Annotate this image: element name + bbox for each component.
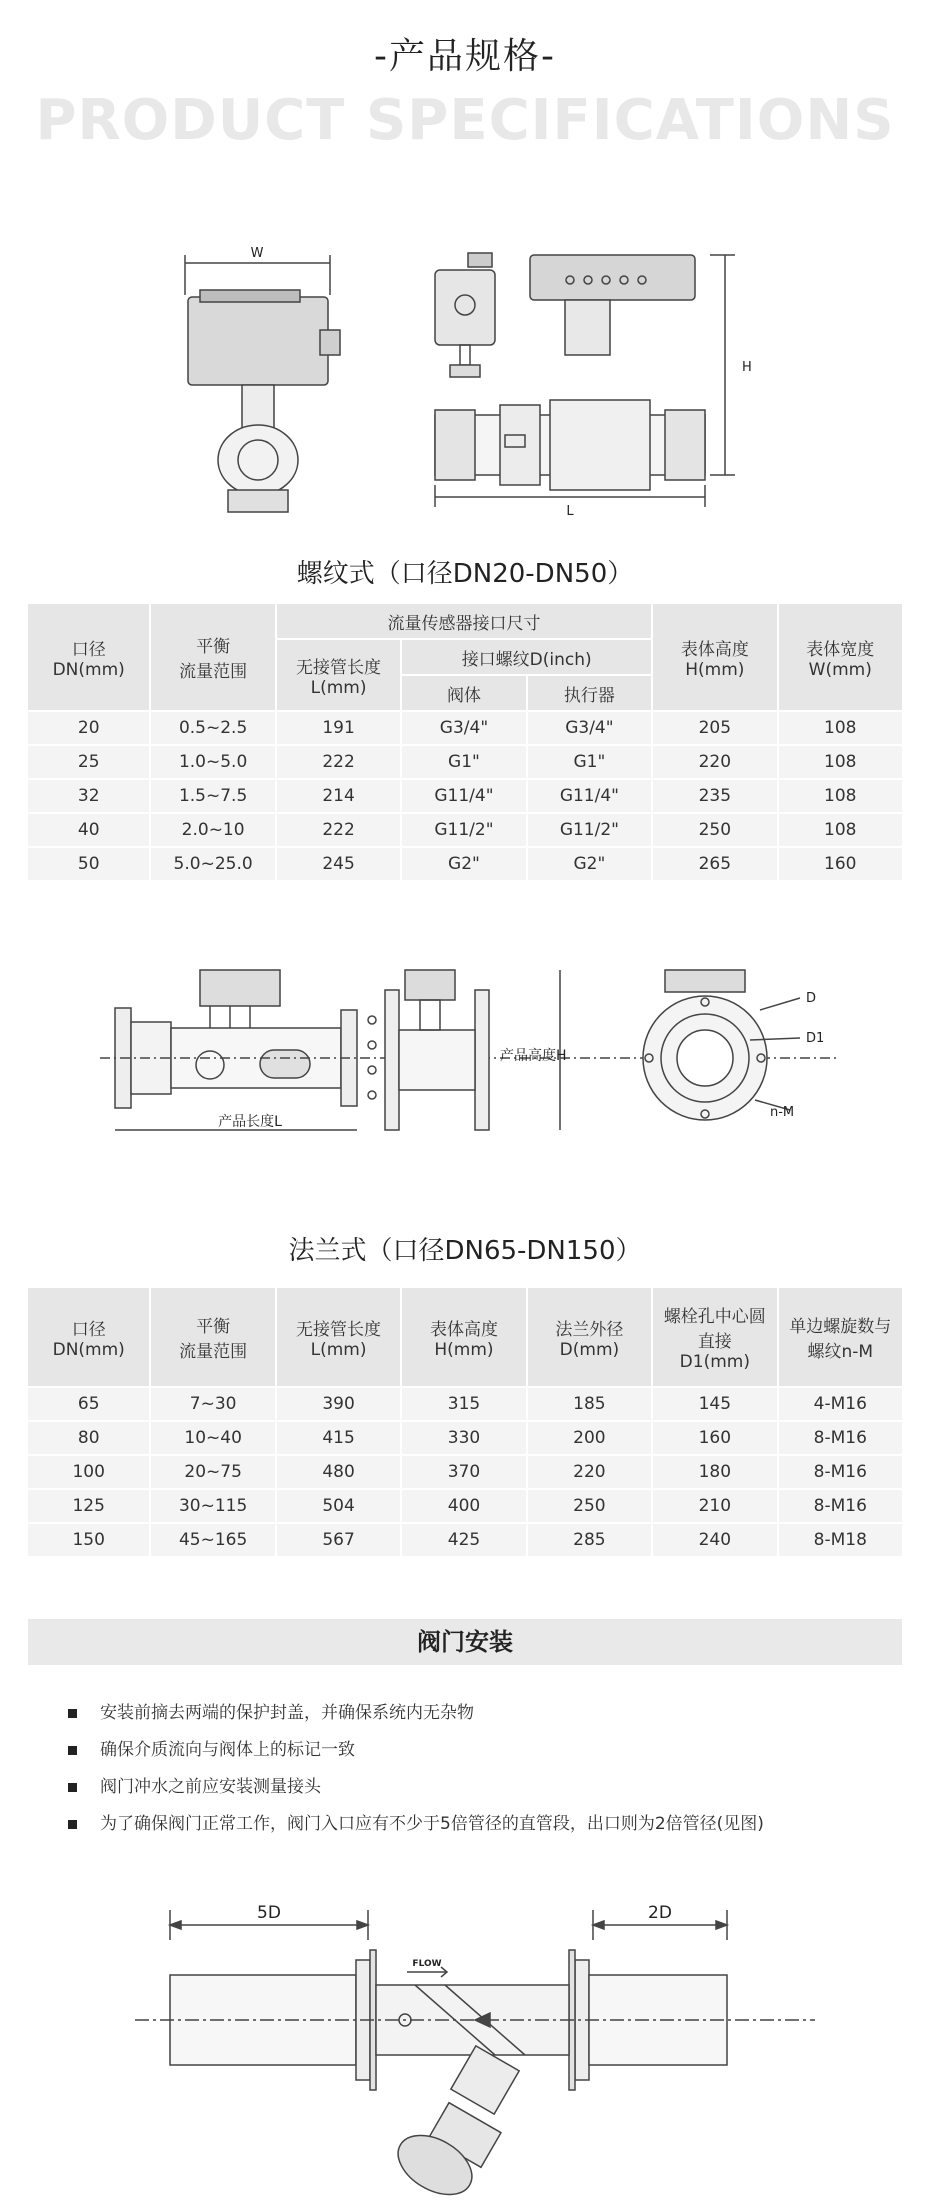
table-cell: G11/4": [401, 779, 526, 813]
table-cell: 205: [652, 711, 777, 745]
table-cell: 8-M16: [778, 1455, 903, 1489]
flange-nm-label: n-M: [770, 1105, 795, 1120]
table-cell: 125: [27, 1489, 150, 1523]
table-cell: 210: [652, 1489, 777, 1523]
flanged-table-body: [27, 1387, 903, 1557]
header-thread-group: 接口螺纹D(inch): [401, 639, 652, 675]
table-cell: G3/4": [401, 711, 526, 745]
table-cell: 150: [27, 1523, 150, 1557]
table-cell: 108: [778, 813, 903, 847]
table-cell: 222: [276, 813, 401, 847]
threaded-valve-drawing: [170, 235, 770, 525]
bullet-icon: [68, 1820, 77, 1829]
flange-d1-label: D1: [806, 1031, 825, 1046]
table-cell: 370: [401, 1455, 526, 1489]
table-cell: G11/2": [401, 813, 526, 847]
table-cell: 4-M16: [778, 1387, 903, 1421]
table-cell: 425: [401, 1523, 526, 1557]
table-cell: G11/4": [527, 779, 652, 813]
table-cell: 32: [27, 779, 150, 813]
table-cell: 25: [27, 745, 150, 779]
table-cell: 2.0~10: [150, 813, 275, 847]
table-cell: 315: [401, 1387, 526, 1421]
table-cell: 20: [27, 711, 150, 745]
table-row: [27, 813, 903, 847]
table-cell: 108: [778, 745, 903, 779]
table-row: [27, 1421, 903, 1455]
table-cell: G3/4": [527, 711, 652, 745]
bullet-icon: [68, 1783, 77, 1792]
table-cell: 185: [527, 1387, 652, 1421]
title-english: PRODUCT SPECIFICATIONS: [35, 88, 895, 153]
table-cell: 45~165: [150, 1523, 275, 1557]
table-cell: 5.0~25.0: [150, 847, 275, 881]
table-cell: G1": [401, 745, 526, 779]
table-cell: 285: [527, 1523, 652, 1557]
install-section-title: 阀门安装: [417, 1628, 513, 1656]
table-cell: 1.0~5.0: [150, 745, 275, 779]
table-cell: 480: [276, 1455, 401, 1489]
dimension-label-l: L: [566, 504, 574, 519]
table-cell: 108: [778, 711, 903, 745]
table-cell: 390: [276, 1387, 401, 1421]
table-cell: 245: [276, 847, 401, 881]
header-flange-diameter: 法兰外径 D(mm): [527, 1287, 652, 1387]
header-caliber: 口径 DN(mm): [27, 603, 150, 711]
table-cell: 240: [652, 1523, 777, 1557]
table-cell: 108: [778, 779, 903, 813]
list-item: 阀门冲水之前应安装测量接头: [68, 1769, 888, 1806]
table-cell: 7~30: [150, 1387, 275, 1421]
table-cell: 250: [527, 1489, 652, 1523]
table-row: [27, 1489, 903, 1523]
flanged-spec-table: [26, 1286, 904, 1558]
table-cell: 160: [652, 1421, 777, 1455]
flange-d-label: D: [806, 991, 817, 1006]
page-title: -产品规格-: [374, 36, 556, 77]
header-length: 无接管长度 L(mm): [276, 639, 401, 711]
table-cell: 400: [401, 1489, 526, 1523]
table-cell: 10~40: [150, 1421, 275, 1455]
table-cell: 250: [652, 813, 777, 847]
table-cell: 222: [276, 745, 401, 779]
outlet-length-label: 2D: [648, 1903, 672, 1923]
table-cell: 8-M18: [778, 1523, 903, 1557]
dimension-label-w: W: [250, 246, 264, 261]
table-row: [27, 1523, 903, 1557]
table-row: [27, 1455, 903, 1489]
list-item: 安装前摘去两端的保护封盖，并确保系统内无杂物: [68, 1695, 888, 1732]
header-valve-body: 阀体: [401, 675, 526, 711]
table-cell: 220: [527, 1455, 652, 1489]
table-cell: 160: [778, 847, 903, 881]
table-cell: 40: [27, 813, 150, 847]
header-height: 表体高度 H(mm): [652, 603, 777, 711]
list-item: 确保介质流向与阀体上的标记一致: [68, 1732, 888, 1769]
table-cell: 200: [527, 1421, 652, 1455]
table-cell: 145: [652, 1387, 777, 1421]
table-cell: 50: [27, 847, 150, 881]
flow-direction-label: FLOW: [412, 1959, 442, 1969]
table-cell: 100: [27, 1455, 150, 1489]
table-cell: 220: [652, 745, 777, 779]
inlet-length-label: 5D: [257, 1903, 281, 1923]
bullet-icon: [68, 1746, 77, 1755]
table-cell: G2": [401, 847, 526, 881]
installation-diagram: [115, 1890, 835, 2205]
list-item: 为了确保阀门正常工作，阀门入口应有不少于5倍管径的直管段，出口则为2倍管径(见图): [68, 1806, 888, 1843]
table-row: [27, 779, 903, 813]
table-row: [27, 745, 903, 779]
table-cell: 8-M16: [778, 1421, 903, 1455]
table-cell: 235: [652, 779, 777, 813]
threaded-table-body: [27, 711, 903, 881]
table-cell: 330: [401, 1421, 526, 1455]
table-cell: 214: [276, 779, 401, 813]
table-row: [27, 847, 903, 881]
flanged-valve-drawing: [100, 950, 840, 1180]
table-cell: 65: [27, 1387, 150, 1421]
header-flow-range: 平衡 流量范围: [150, 1287, 275, 1387]
install-instructions-list: [68, 1695, 888, 1843]
product-height-label: 产品高度H: [500, 1048, 567, 1064]
table-cell: 80: [27, 1421, 150, 1455]
header-length: 无接管长度 L(mm): [276, 1287, 401, 1387]
table-cell: 20~75: [150, 1455, 275, 1489]
table-cell: 30~115: [150, 1489, 275, 1523]
table-row: [27, 1387, 903, 1421]
table-cell: G1": [527, 745, 652, 779]
header-sensor-group: 流量传感器接口尺寸: [276, 603, 652, 639]
header-caliber: 口径 DN(mm): [27, 1287, 150, 1387]
table-cell: 567: [276, 1523, 401, 1557]
table-cell: 415: [276, 1421, 401, 1455]
flanged-section-title: 法兰式（口径DN65-DN150）: [288, 1236, 642, 1266]
header-actuator: 执行器: [527, 675, 652, 711]
table-cell: 8-M16: [778, 1489, 903, 1523]
table-row: [27, 711, 903, 745]
table-cell: 191: [276, 711, 401, 745]
table-cell: 0.5~2.5: [150, 711, 275, 745]
install-section-header: [28, 1619, 902, 1665]
dimension-label-h: H: [742, 360, 752, 375]
header-width: 表体宽度 W(mm): [778, 603, 903, 711]
table-cell: G2": [527, 847, 652, 881]
bullet-icon: [68, 1709, 77, 1718]
threaded-spec-table: [26, 602, 904, 882]
header-bolt-circle: 螺栓孔中心圆 直接 D1(mm): [652, 1287, 777, 1387]
header-bolt-count: 单边螺旋数与 螺纹n-M: [778, 1287, 903, 1387]
header-height: 表体高度 H(mm): [401, 1287, 526, 1387]
table-cell: 265: [652, 847, 777, 881]
product-length-label: 产品长度L: [218, 1114, 282, 1130]
table-cell: 1.5~7.5: [150, 779, 275, 813]
table-cell: G11/2": [527, 813, 652, 847]
table-cell: 504: [276, 1489, 401, 1523]
table-cell: 180: [652, 1455, 777, 1489]
threaded-section-title: 螺纹式（口径DN20-DN50）: [296, 559, 634, 589]
header-flow-range: 平衡 流量范围: [150, 603, 275, 711]
